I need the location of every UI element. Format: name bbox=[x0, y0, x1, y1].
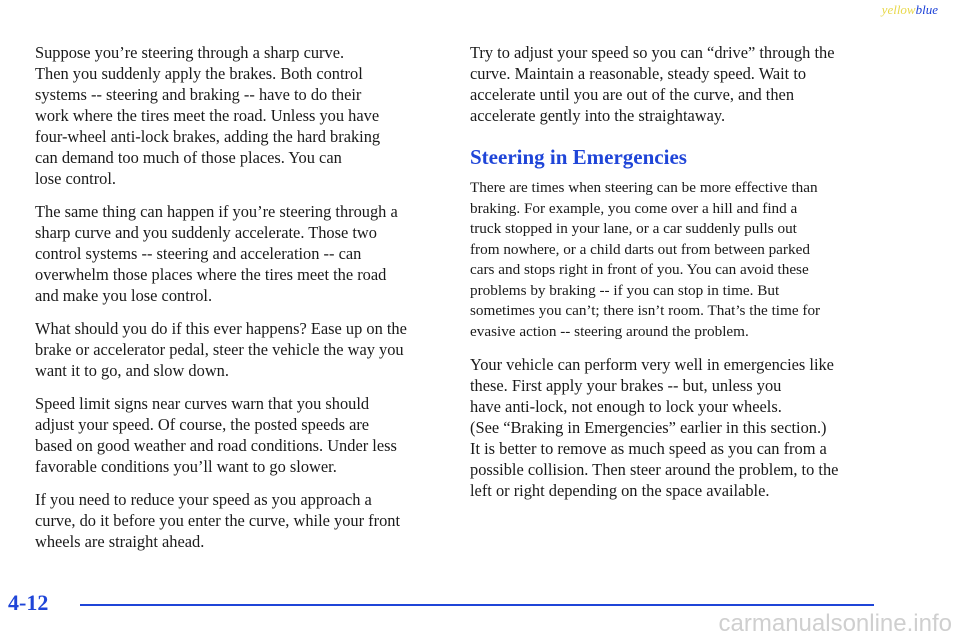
color-proof-label bbox=[882, 2, 938, 18]
paragraph-vehicle-perform: Your vehicle can perform very well in emergencies like these. First apply your brakes -- but, unless you have anti-lock, not enough to lock your wheels. (See “Braking in Emergencies” earlier in this section.) It is better to remove as much speed as you can from a possible collision. Then steer around the problem, to the left or right depending on the space available. bbox=[470, 355, 839, 500]
paragraph-curve-braking: Suppose you’re steering through a sharp curve. Then you suddenly apply the brakes. Both control systems -- steering and braking -- have to do their work where the tires meet the road. Unless you have four-wheel anti-lock brakes, adding the hard braking can demand too much of those places. You can lose control. bbox=[35, 43, 381, 188]
footer-divider bbox=[80, 604, 874, 606]
paragraph-what-to-do: What should you do if this ever happens? Ease up on the brake or accelerator pedal, steer the vehicle the way you want it to go, and slow down. bbox=[35, 319, 407, 380]
paragraph-curve-accelerate: The same thing can happen if you’re steering through a sharp curve and you suddenly accelerate. Those two control systems -- steering and acceleration -- can overwhelm those places where the tires meet the road and make you lose control. bbox=[35, 202, 398, 305]
label-yellow-text: yellow bbox=[881, 2, 916, 17]
paragraph-adjust-speed: Try to adjust your speed so you can “drive” through the curve. Maintain a reasonable, steady speed. Wait to accelerate until you are out of the curve, and then accelerate gently into the straightaway. bbox=[470, 43, 835, 125]
section-heading: Steering in Emergencies bbox=[470, 145, 687, 169]
paragraph-speed-limit-signs: Speed limit signs near curves warn that you should adjust your speed. Of course, the posted speeds are based on good weather and road conditions. Under less favorable conditions you’ll want to go slower. bbox=[35, 394, 397, 476]
watermark-text: carmanualsonline.info bbox=[718, 610, 952, 637]
right-column bbox=[470, 42, 880, 513]
paragraph-reduce-speed: If you need to reduce your speed as you approach a curve, do it before you enter the curve, while your front wheels are straight ahead. bbox=[35, 490, 401, 551]
page-number: 4-12 bbox=[8, 590, 49, 615]
paragraph-steering-effective: There are times when steering can be more effective than braking. For example, you come over a hill and find a truck stopped in your lane, or a car suddenly pulls out from nowhere, or a child darts out from between parked cars and stops right in front of you. You can avoid these problems by braking -- if you can stop in time. But sometimes you can’t; there isn’t room. That’s the time for evasive action -- steering around the problem. bbox=[470, 179, 821, 340]
left-column bbox=[35, 42, 443, 564]
label-blue-text: blue bbox=[915, 2, 938, 17]
